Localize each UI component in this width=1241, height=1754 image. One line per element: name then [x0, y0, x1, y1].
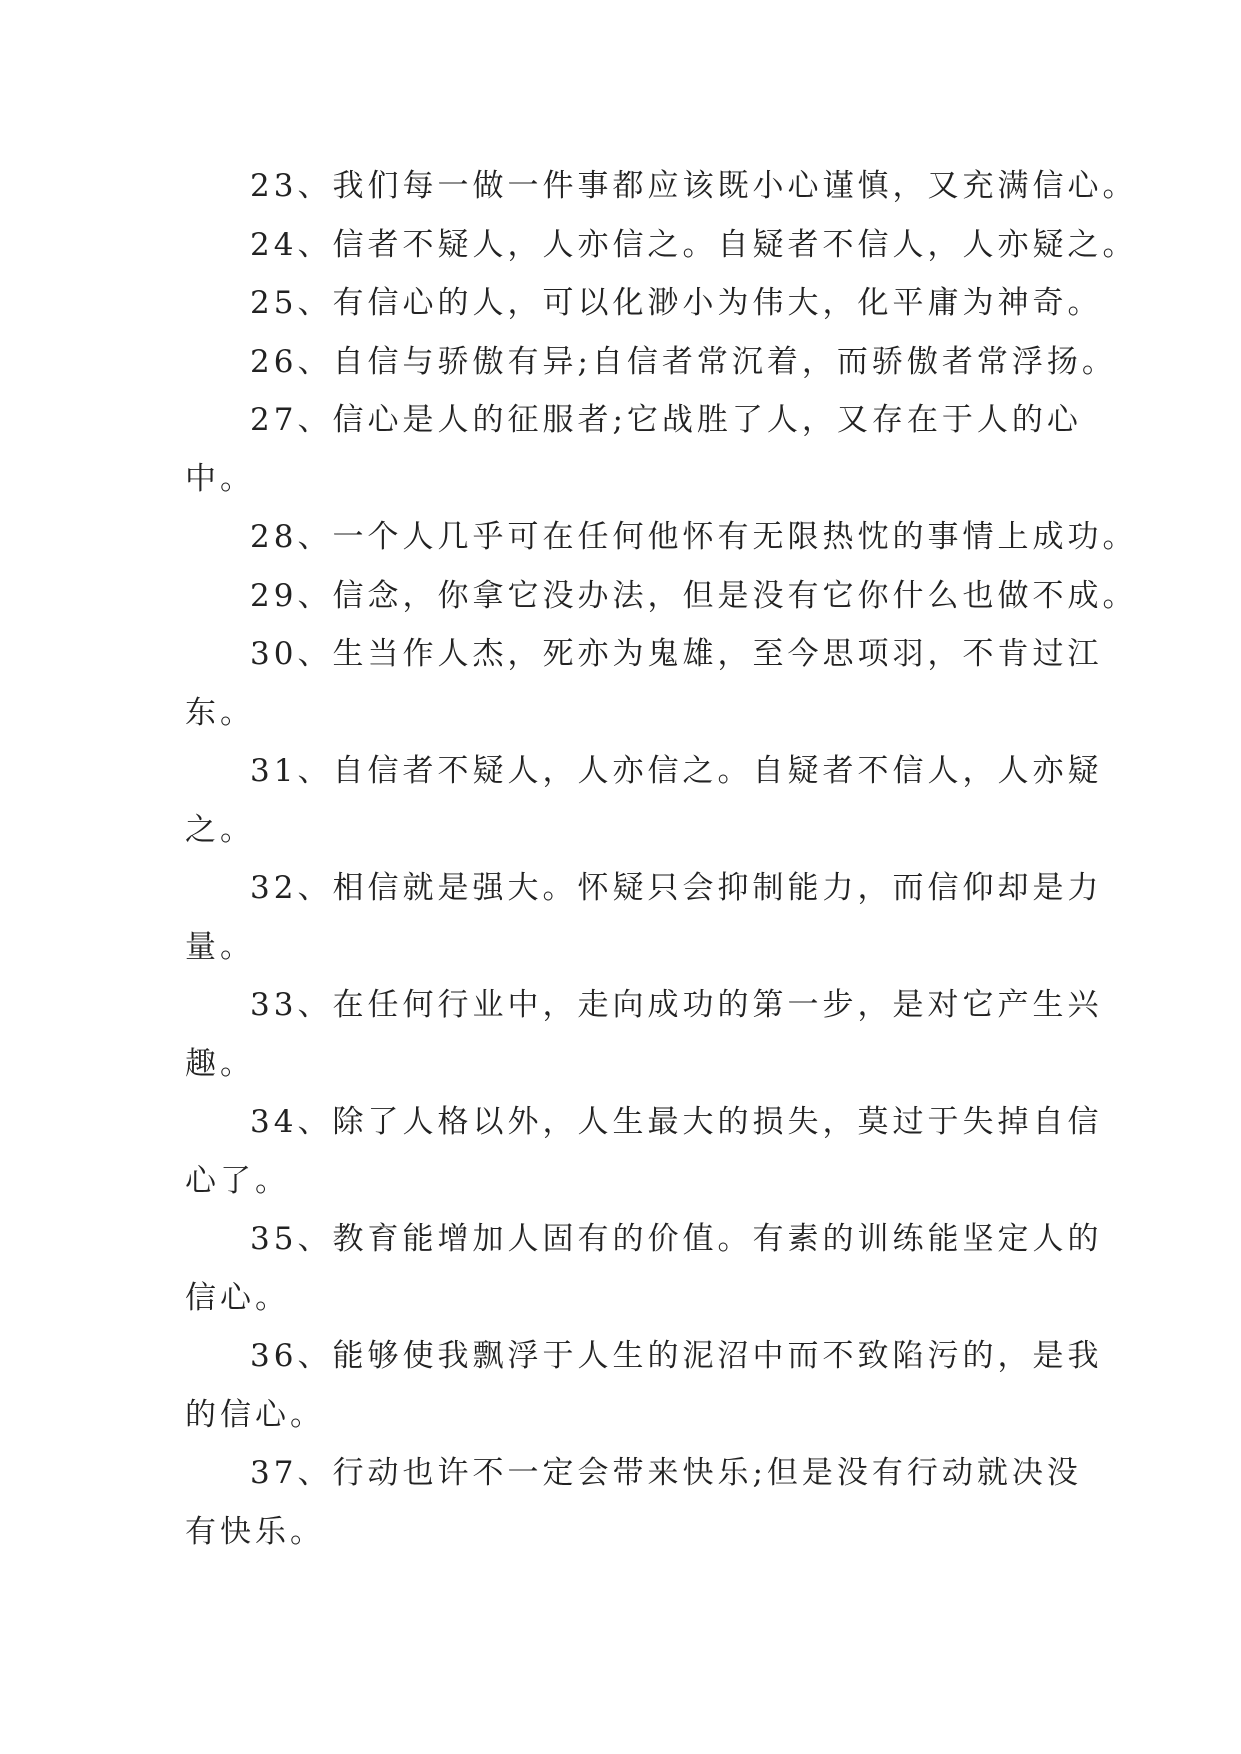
paragraph-line: 31、自信者不疑人，人亦信之。自疑者不信人，人亦疑 — [250, 753, 1103, 789]
paragraph-line: 27、信心是人的征服者;它战胜了人，又存在于人的心 — [250, 402, 1082, 438]
paragraph-line: 32、相信就是强大。怀疑只会抑制能力，而信仰却是力 — [250, 870, 1103, 906]
paragraph-line: 29、信念，你拿它没办法，但是没有它你什么也做不成。 — [250, 577, 1138, 614]
paragraph-line-continuation: 心了。 — [185, 1162, 290, 1199]
paragraph-26 — [185, 333, 1117, 392]
document-body — [185, 157, 1138, 1561]
paragraph-29 — [185, 567, 1138, 626]
paragraph-line: 30、生当作人杰，死亦为鬼雄，至今思项羽，不肯过江 — [250, 636, 1103, 672]
paragraph-34 — [185, 1093, 1103, 1210]
paragraph-line: 36、能够使我飘浮于人生的泥沼中而不致陷污的，是我 — [250, 1338, 1103, 1374]
paragraph-33 — [185, 976, 1103, 1093]
paragraph-36 — [185, 1327, 1103, 1444]
paragraph-line: 26、自信与骄傲有异;自信者常沉着，而骄傲者常浮扬。 — [250, 343, 1117, 380]
paragraph-line: 33、在任何行业中，走向成功的第一步，是对它产生兴 — [250, 987, 1103, 1023]
paragraph-line-continuation: 的信心。 — [185, 1396, 325, 1433]
paragraph-25 — [185, 274, 1103, 333]
paragraph-line: 25、有信心的人，可以化渺小为伟大，化平庸为神奇。 — [250, 285, 1103, 321]
paragraph-28 — [185, 508, 1138, 567]
paragraph-line-continuation: 中。 — [185, 460, 255, 497]
paragraph-31 — [185, 742, 1103, 859]
paragraph-27 — [185, 391, 1082, 508]
paragraph-37 — [185, 1444, 1082, 1561]
paragraph-line-continuation: 有快乐。 — [185, 1513, 325, 1550]
paragraph-line-continuation: 量。 — [185, 928, 255, 965]
paragraph-line: 37、行动也许不一定会带来快乐;但是没有行动就决没 — [250, 1455, 1082, 1491]
paragraph-line-continuation: 东。 — [185, 694, 255, 731]
paragraph-line: 28、一个人几乎可在任何他怀有无限热忱的事情上成功。 — [250, 519, 1138, 555]
paragraph-30 — [185, 625, 1103, 742]
paragraph-35 — [185, 1210, 1103, 1327]
paragraph-line: 24、信者不疑人，人亦信之。自疑者不信人，人亦疑之。 — [250, 226, 1138, 263]
paragraph-line: 35、教育能增加人固有的价值。有素的训练能坚定人的 — [250, 1221, 1103, 1257]
paragraph-line-continuation: 趣。 — [185, 1045, 255, 1082]
paragraph-32 — [185, 859, 1103, 976]
paragraph-line-continuation: 之。 — [185, 811, 255, 848]
paragraph-line: 34、除了人格以外，人生最大的损失，莫过于失掉自信 — [250, 1104, 1103, 1140]
paragraph-24 — [185, 216, 1138, 275]
paragraph-line: 23、我们每一做一件事都应该既小心谨慎，又充满信心。 — [250, 168, 1138, 204]
paragraph-line-continuation: 信心。 — [185, 1279, 290, 1316]
paragraph-23 — [185, 157, 1138, 216]
